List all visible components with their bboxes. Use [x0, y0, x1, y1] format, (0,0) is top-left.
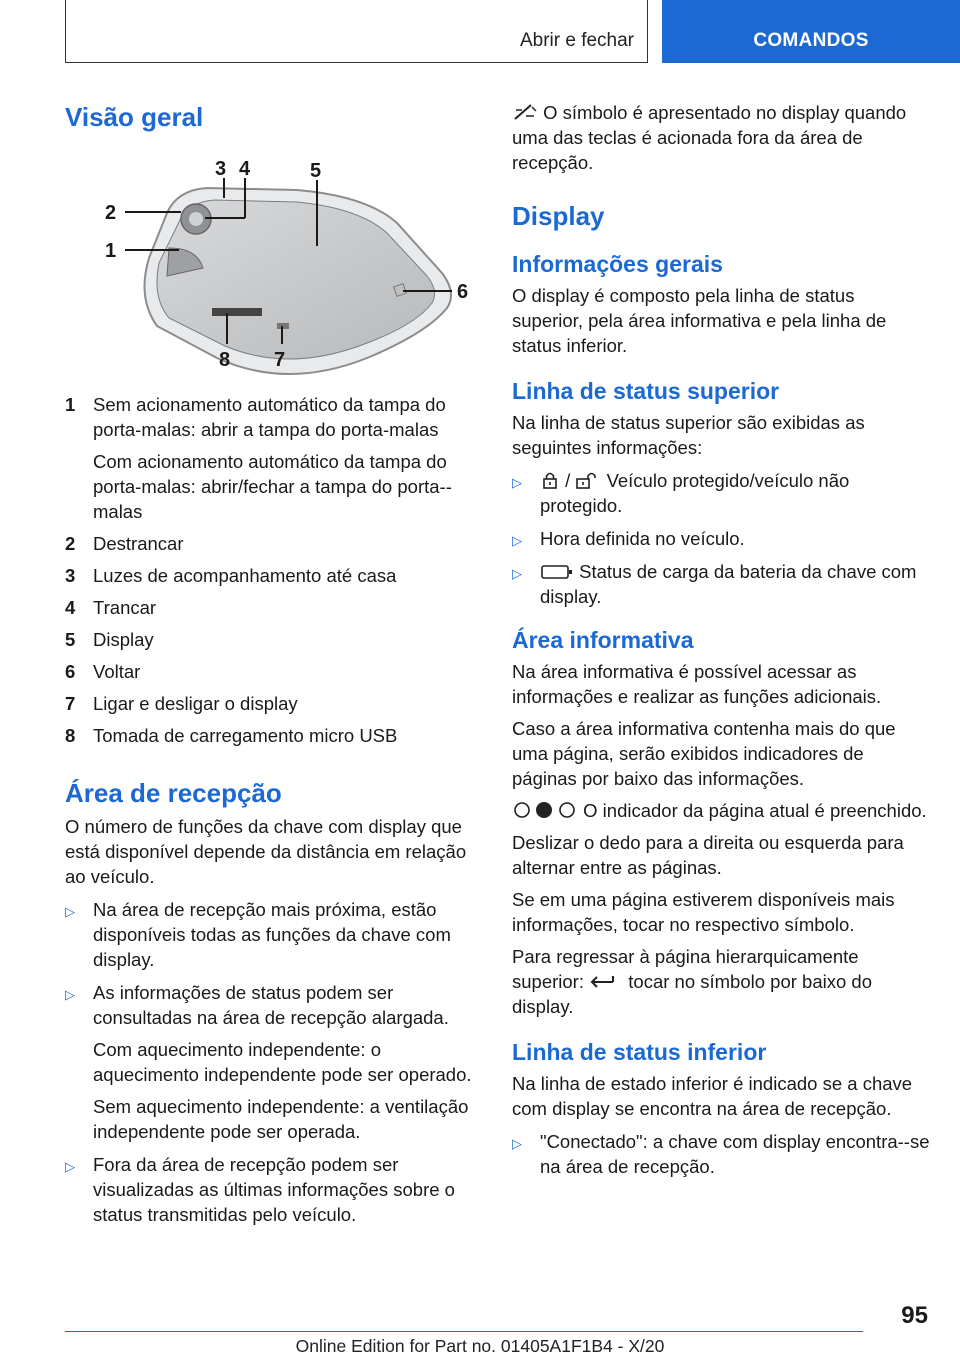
- info-text-6: Para regressar à página hierarquicamente superior: tocar no símbolo por baixo do display.: [512, 946, 872, 1017]
- bullet-item: ▷ Status de carga da bateria da chave com display.: [512, 561, 917, 607]
- label-7: 7: [274, 349, 286, 371]
- bullet-item: ▷ / Veículo protegido/veículo não protegido.: [512, 470, 850, 516]
- label-2: 2: [105, 202, 117, 224]
- label-5: 5: [310, 160, 322, 182]
- bullet-item: ▷ Fora da área de recepção podem ser visualizadas as últimas informações sobre o status transmitidas pelo veículo.: [65, 1154, 455, 1225]
- bullet-item: ▷ "Conectado": a chave com display encontra--se na área de recepção.: [512, 1131, 930, 1177]
- general-info-heading: Informações gerais: [512, 251, 723, 277]
- page-number: 95: [901, 1302, 928, 1329]
- triangle-bullet-icon: ▷: [65, 904, 75, 919]
- lower-status-text: Na linha de estado inferior é indicado se a chave com display se encontra na área de recepção.: [512, 1073, 913, 1119]
- legend-item: 4 Trancar: [65, 597, 157, 618]
- info-text-1: Na área informativa é possível acessar as informações e realizar as funções adicionais.: [512, 661, 882, 707]
- upper-status-heading: Linha de status superior: [512, 378, 780, 404]
- overview-heading: Visão geral: [65, 102, 204, 132]
- reception-intro: O número de funções da chave com display que está disponível depende da distância em relação ao veículo.: [65, 816, 467, 887]
- triangle-bullet-icon: ▷: [65, 1159, 75, 1174]
- display-key-illustration: [97, 158, 497, 380]
- upper-status-bullets: [512, 468, 930, 609]
- triangle-bullet-icon: ▷: [512, 533, 522, 548]
- legend-item: 7 Ligar e desligar o display: [65, 693, 298, 714]
- out-of-range-icon: [512, 102, 538, 122]
- triangle-bullet-icon: ▷: [512, 566, 522, 581]
- legend-item: 8 Tomada de carregamento micro USB: [65, 725, 398, 746]
- legend-item: 2 Destrancar: [65, 533, 184, 554]
- footer-edition: Online Edition for Part no. 01405A1F1B4 - X/20: [295, 1336, 665, 1356]
- info-area-heading: Área informativa: [512, 627, 694, 653]
- legend-item: 3 Luzes de acompanhamento até casa: [65, 565, 397, 586]
- battery-icon: [540, 563, 574, 581]
- info-text-4: Deslizar o dedo para a direita ou esquerda para alternar entre as páginas.: [512, 832, 904, 878]
- upper-status-text: Na linha de status superior são exibidas as seguintes informações:: [512, 412, 865, 458]
- section-title: Abrir e fechar: [519, 30, 634, 51]
- label-8: 8: [219, 349, 231, 371]
- legend-item: 6 Voltar: [65, 661, 141, 682]
- chapter-tab: [662, 0, 960, 63]
- info-text-2: Caso a área informativa contenha mais do que uma página, serão exibidos indicadores de páginas por baixo das informações.: [512, 718, 896, 789]
- label-4: 4: [239, 158, 251, 180]
- left-column: [65, 100, 485, 1235]
- info-text-3: O indicador da página atual é preenchido.: [512, 798, 930, 823]
- reception-heading: Área de recepção: [65, 778, 282, 808]
- lower-status-bullets: [512, 1129, 930, 1179]
- triangle-bullet-icon: ▷: [512, 1136, 522, 1151]
- footer-divider: [65, 1331, 863, 1332]
- legend-list: [65, 392, 485, 748]
- label-1: 1: [105, 240, 117, 262]
- reception-bullets: [65, 897, 485, 1227]
- info-text-5: Se em uma página estiverem disponíveis mais informações, tocar no respectivo símbolo.: [512, 889, 895, 935]
- legend-item: 1 Sem acionamento automático da tampa do porta-malas: abrir a tampa do porta-malas Com acionamento automático da tampa do porta-malas: abrir/fechar a tampa do porta--malas: [65, 394, 452, 522]
- legend-item: 5 Display: [65, 629, 154, 650]
- page-indicator-icon: [512, 800, 578, 820]
- right-column: [512, 100, 930, 1187]
- label-6: 6: [457, 281, 469, 303]
- out-of-range-intro: O símbolo é apresentado no display quando uma das teclas é acionada fora da área de recepção.: [512, 102, 907, 173]
- lock-closed-icon: [540, 470, 560, 490]
- chapter-title: COMANDOS: [753, 30, 869, 51]
- bullet-item: ▷ Na área de recepção mais próxima, estão disponíveis todas as funções da chave com display.: [65, 899, 451, 970]
- label-3: 3: [215, 158, 227, 180]
- bullet-item: ▷ As informações de status podem ser consultadas na área de recepção alargada. Com aquecimento independente: o aquecimento independente pode ser operado. Sem aquecimento independente: a ventilação independente pode ser operada.: [65, 982, 472, 1142]
- triangle-bullet-icon: ▷: [512, 475, 522, 490]
- back-arrow-icon: [589, 973, 623, 991]
- triangle-bullet-icon: ▷: [65, 987, 75, 1002]
- lower-status-heading: Linha de status inferior: [512, 1039, 767, 1065]
- display-heading: Display: [512, 201, 605, 231]
- lock-open-icon: [575, 470, 601, 490]
- bullet-item: ▷ Hora definida no veículo.: [512, 526, 930, 551]
- general-info-text: O display é composto pela linha de status superior, pela área informativa e pela linha de status inferior.: [512, 285, 887, 356]
